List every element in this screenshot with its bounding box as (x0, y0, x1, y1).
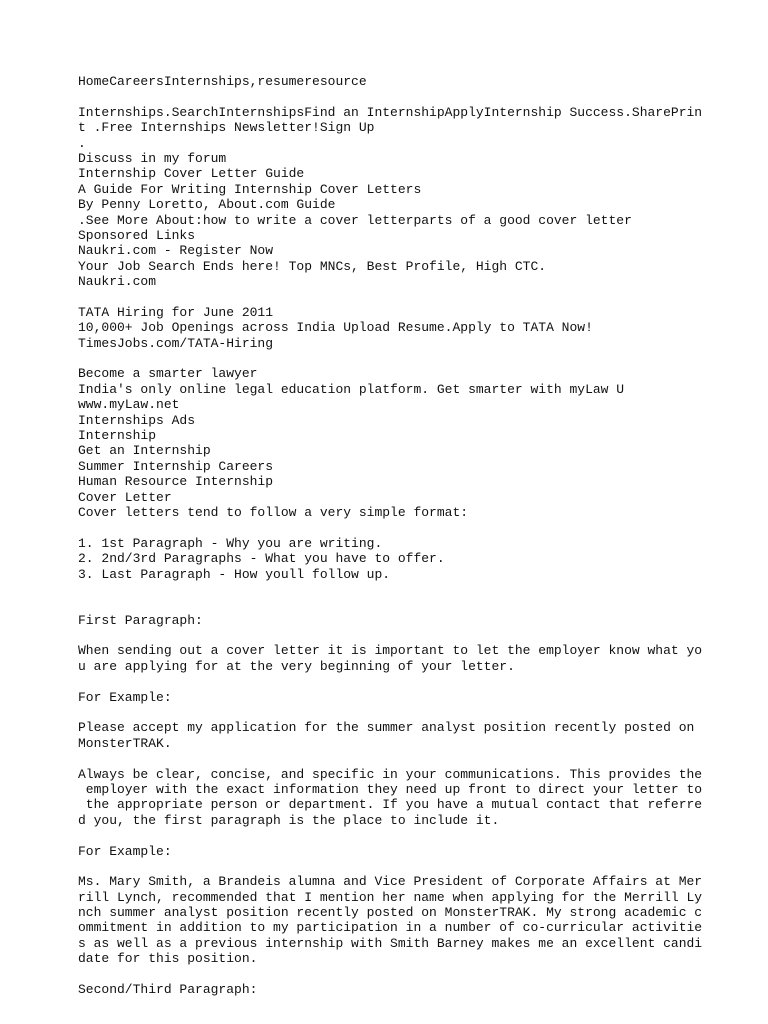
format-list-item: 1. 1st Paragraph - Why you are writing. (78, 535, 383, 551)
see-more-links[interactable]: .See More About:how to write a cover letterparts of a good cover letter (78, 212, 632, 228)
internship-ad-item[interactable] (78, 428, 718, 443)
nav-line[interactable]: Internships.SearchInternshipsFind an InternshipApplyInternship Success.SharePrin (78, 104, 703, 120)
spacer (78, 582, 718, 597)
spacer (78, 89, 718, 104)
section-heading: First Paragraph: (78, 612, 203, 628)
document-page (78, 74, 718, 997)
spacer (78, 705, 718, 720)
article-subtitle: A Guide For Writing Internship Cover Letters (78, 181, 422, 197)
example-label: For Example: (78, 689, 172, 705)
body-text-line: u are applying for at the very beginning of your letter. (78, 658, 515, 674)
internship-ad-item[interactable] (78, 443, 718, 458)
internship-ads-heading: Internships Ads (78, 412, 196, 428)
body-text-line: When sending out a cover letter it is important to let the employer know what yo (78, 643, 703, 659)
example-text-line: Please accept my application for the summer analyst position recently posted on (78, 720, 695, 736)
ad-text: 10,000+ Job Openings across India Upload Resume.Apply to TATA Now! (78, 320, 593, 336)
internship-ad-item[interactable] (78, 490, 718, 505)
sponsored-heading: Sponsored Links (78, 227, 196, 243)
intro-text: Cover letters tend to follow a very simple format: (78, 504, 469, 520)
article-title: Internship Cover Letter Guide (78, 166, 305, 182)
format-list-item: 2. 2nd/3rd Paragraphs - What you have to offer. (78, 551, 445, 567)
internship-ad-item[interactable] (78, 474, 718, 489)
body-text-line: employer with the exact information they need up front to direct your letter to (78, 781, 703, 797)
example-text-line: MonsterTRAK. (78, 735, 172, 751)
nav-line: . (78, 135, 86, 151)
spacer (78, 289, 718, 304)
ad-title[interactable]: TATA Hiring for June 2011 (78, 304, 274, 320)
ad-title[interactable]: Naukri.com - Register Now (78, 243, 274, 259)
spacer (78, 859, 718, 874)
body-text-line: d you, the first paragraph is the place to include it. (78, 812, 500, 828)
spacer (78, 828, 718, 843)
spacer (78, 520, 718, 535)
internship-ad-label: Internship (78, 427, 157, 443)
ad-url[interactable]: TimesJobs.com/TATA-Hiring (78, 335, 274, 351)
internship-ad-label: Summer Internship Careers (78, 458, 274, 474)
spacer (78, 628, 718, 643)
internship-ad-label: Get an Internship (78, 443, 211, 459)
internship-ad-label: Cover Letter (78, 489, 172, 505)
byline: By Penny Loretto, About.com Guide (78, 197, 336, 213)
ad-url[interactable]: Naukri.com (78, 274, 157, 290)
example-text-line: s as well as a previous internship with Smith Barney makes me an excellent candi (78, 935, 703, 951)
format-list-item: 3. Last Paragraph - How youll follow up. (78, 566, 391, 582)
ad-text: India's only online legal education platform. Get smarter with myLaw U (78, 381, 625, 397)
example-text-line: Ms. Mary Smith, a Brandeis alumna and Vice President of Corporate Affairs at Mer (78, 874, 703, 890)
internship-ad-label: Human Resource Internship (78, 474, 274, 490)
section-heading: Second/Third Paragraph: (78, 982, 258, 998)
spacer (78, 351, 718, 366)
spacer (78, 674, 718, 689)
ad-title[interactable]: Become a smarter lawyer (78, 366, 258, 382)
ad-url[interactable]: www.myLaw.net (78, 397, 180, 413)
example-label: For Example: (78, 843, 172, 859)
example-text-line: date for this position. (78, 951, 258, 967)
example-text-line: ommitment in addition to my participation in a number of co-curricular activitie (78, 920, 703, 936)
breadcrumb[interactable]: HomeCareersInternships,resumeresource (78, 74, 367, 89)
example-text-line: nch summer analyst position recently posted on MonsterTRAK. My strong academic c (78, 905, 703, 921)
body-text-line: Always be clear, concise, and specific in your communications. This provides the (78, 766, 703, 782)
body-text-line: the appropriate person or department. If you have a mutual contact that referre (78, 797, 703, 813)
spacer (78, 967, 718, 982)
example-text-line: rill Lynch, recommended that I mention her name when applying for the Merrill Ly (78, 889, 703, 905)
forum-link[interactable]: Discuss in my forum (78, 150, 227, 166)
spacer (78, 597, 718, 612)
spacer (78, 751, 718, 766)
ad-text: Your Job Search Ends here! Top MNCs, Best Profile, High CTC. (78, 258, 547, 274)
internship-ad-item[interactable] (78, 459, 718, 474)
nav-line[interactable]: t .Free Internships Newsletter!Sign Up (78, 120, 375, 136)
